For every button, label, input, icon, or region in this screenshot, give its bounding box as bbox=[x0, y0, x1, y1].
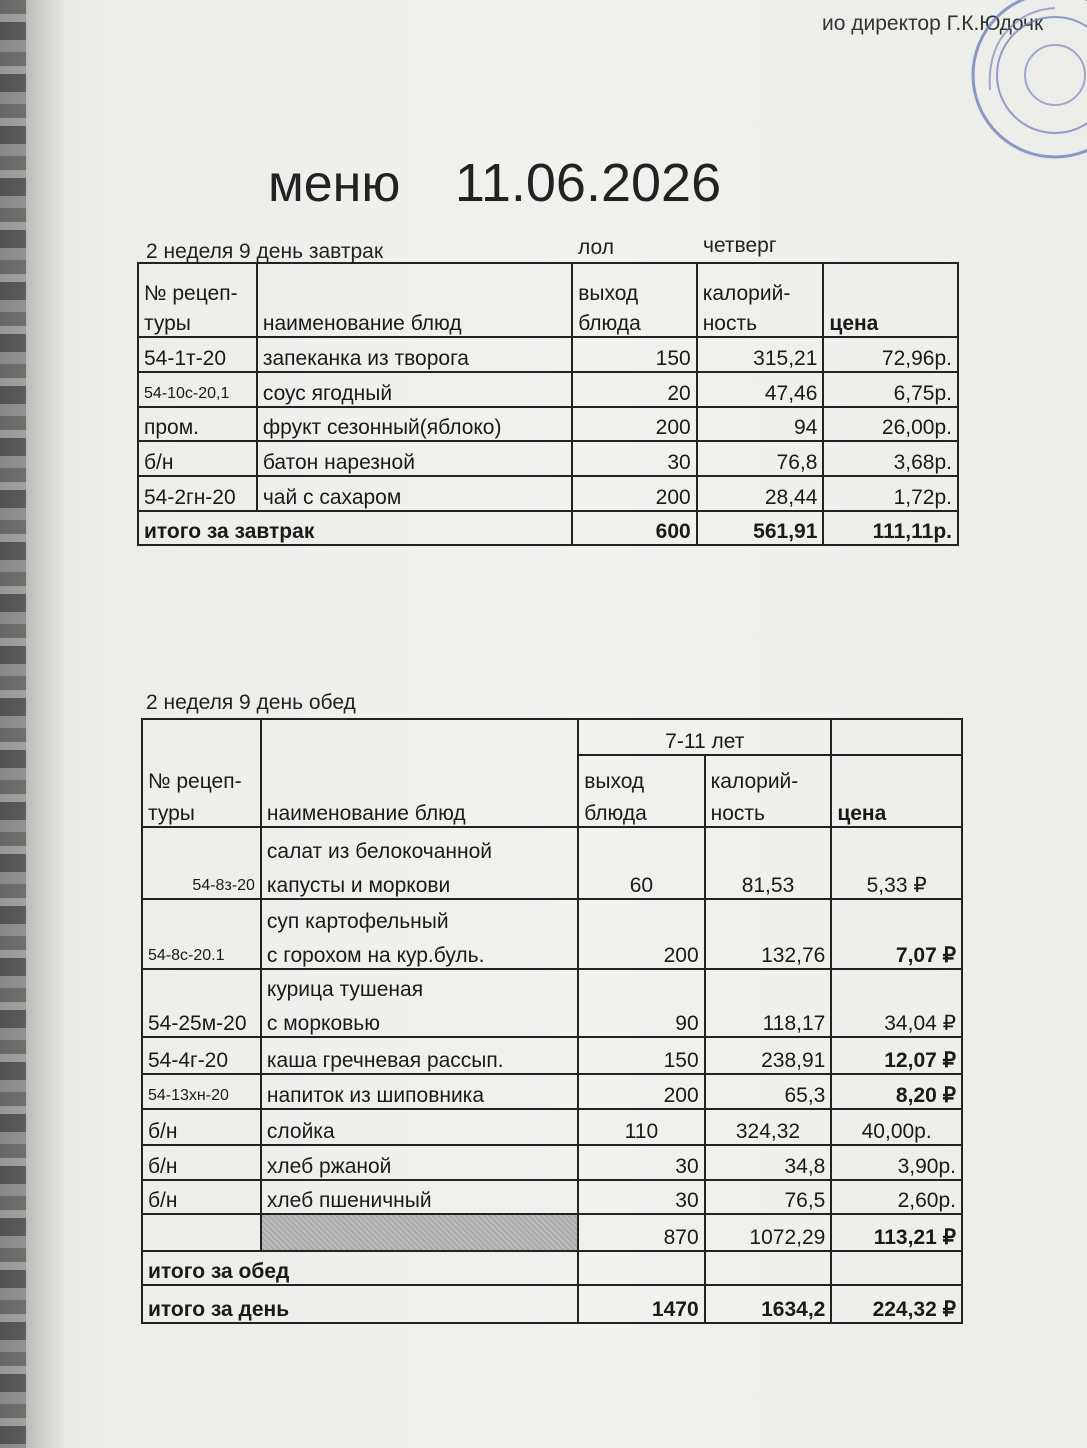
subtotal-calories: 1072,29 bbox=[705, 1214, 832, 1251]
dish-name: слойка bbox=[261, 1109, 578, 1145]
breakfast-table bbox=[137, 262, 959, 546]
total-lunch-output bbox=[578, 1251, 704, 1285]
dish-name-line2: с горохом на кур.буль. bbox=[266, 944, 485, 967]
director-signature-line: ио директор Г.К.Юдочк bbox=[822, 12, 1044, 35]
dish-output: 60 bbox=[578, 827, 704, 899]
dish-output: 20 bbox=[572, 372, 696, 407]
header-empty-cell bbox=[831, 719, 962, 755]
table-row bbox=[138, 372, 958, 407]
recipe-code: 54-13хн-20 bbox=[142, 1074, 261, 1109]
lunch-table bbox=[141, 718, 963, 1324]
dish-name: чай с сахаром bbox=[257, 476, 572, 511]
dish-calories: 238,91 bbox=[705, 1037, 832, 1074]
recipe-code: пром. bbox=[138, 407, 257, 441]
dish-name: запеканка из творога bbox=[257, 337, 572, 372]
header-calories-line2: ность bbox=[710, 802, 765, 825]
dish-output: 110 bbox=[578, 1109, 704, 1145]
dish-name: фрукт сезонный(яблоко) bbox=[257, 407, 572, 441]
dish-name bbox=[261, 969, 578, 1037]
header-calories bbox=[705, 755, 832, 827]
menu-title bbox=[268, 152, 721, 214]
dish-price: 1,72р. bbox=[823, 476, 958, 511]
dish-calories: 76,8 bbox=[697, 441, 824, 476]
dish-name: хлеб ржаной bbox=[261, 1145, 578, 1180]
table-row bbox=[138, 476, 958, 511]
dish-price: 3,90р. bbox=[831, 1145, 962, 1180]
header-calories-line1: калорий- bbox=[710, 770, 799, 793]
header-output-line1: выход bbox=[578, 282, 639, 305]
dish-name: каша гречневая рассып. bbox=[261, 1037, 578, 1074]
dish-price: 8,20 ₽ bbox=[831, 1074, 962, 1109]
dish-output: 200 bbox=[572, 476, 696, 511]
header-dish-name: наименование блюд bbox=[257, 263, 572, 337]
lunch-total-row bbox=[142, 1251, 962, 1285]
header-recipe-line1: № рецеп- bbox=[148, 770, 242, 793]
table-row bbox=[142, 1180, 962, 1214]
table-row bbox=[142, 827, 962, 899]
dish-calories: 76,5 bbox=[705, 1180, 832, 1214]
school-stamp-seal bbox=[960, 0, 1087, 160]
dish-price: 72,96р. bbox=[823, 337, 958, 372]
dish-name: хлеб пшеничный bbox=[261, 1180, 578, 1214]
table-row bbox=[142, 1109, 962, 1145]
scanner-edge bbox=[0, 0, 26, 1448]
dish-output: 30 bbox=[578, 1145, 704, 1180]
recipe-code: б/н bbox=[142, 1180, 261, 1214]
recipe-code: 54-4г-20 bbox=[142, 1037, 261, 1074]
breakfast-weekday: четверг bbox=[703, 234, 777, 257]
dish-calories: 94 bbox=[697, 407, 824, 441]
recipe-code: б/н bbox=[142, 1145, 261, 1180]
header-output-line1: выход bbox=[584, 770, 645, 793]
header-dish-name: наименование блюд bbox=[261, 719, 578, 827]
dish-name: батон нарезной bbox=[257, 441, 572, 476]
subtotal-output: 870 bbox=[578, 1214, 704, 1251]
dish-price: 12,07 ₽ bbox=[831, 1037, 962, 1074]
header-recipe-line2: туры bbox=[148, 802, 195, 825]
dish-output: 200 bbox=[578, 1074, 704, 1109]
title-word: меню bbox=[268, 155, 401, 213]
dish-price: 3,68р. bbox=[823, 441, 958, 476]
dish-price: 34,04 ₽ bbox=[831, 969, 962, 1037]
dish-output: 200 bbox=[578, 899, 704, 969]
table-row bbox=[142, 1037, 962, 1074]
total-calories: 561,91 bbox=[697, 511, 824, 545]
dish-name-line1: салат из белокочанной bbox=[266, 840, 493, 863]
total-label: итого за завтрак bbox=[138, 511, 572, 545]
day-total-row bbox=[142, 1285, 962, 1323]
header-output bbox=[572, 263, 696, 337]
title-date: 11.06.2026 bbox=[454, 153, 722, 213]
dish-name-line2: капусты и моркови bbox=[266, 874, 451, 897]
dish-name-line1: суп картофельный bbox=[266, 910, 449, 933]
dish-name: соус ягодный bbox=[257, 372, 572, 407]
dish-calories: 47,46 bbox=[697, 372, 824, 407]
header-calories-line1: калорий- bbox=[702, 282, 791, 305]
subtotal-empty-cell bbox=[142, 1214, 261, 1251]
dish-price: 2,60р. bbox=[831, 1180, 962, 1214]
dish-calories: 324,32 bbox=[705, 1109, 832, 1145]
dish-price: 7,07 ₽ bbox=[831, 899, 962, 969]
dish-price: 26,00р. bbox=[823, 407, 958, 441]
subtotal-price: 113,21 ₽ bbox=[831, 1214, 962, 1251]
header-recipe bbox=[142, 719, 261, 827]
total-day-label: итого за день bbox=[142, 1285, 578, 1323]
page-shadow bbox=[26, 0, 66, 1448]
recipe-code: б/н bbox=[138, 441, 257, 476]
dish-output: 30 bbox=[572, 441, 696, 476]
dish-name-line2: с морковью bbox=[266, 1012, 380, 1035]
recipe-code: 54-1т-20 bbox=[138, 337, 257, 372]
header-calories-line2: ность bbox=[702, 312, 758, 335]
dish-calories: 315,21 bbox=[697, 337, 824, 372]
table-row bbox=[138, 441, 958, 476]
breakfast-total-row bbox=[138, 511, 958, 545]
dish-calories: 65,3 bbox=[705, 1074, 832, 1109]
header-recipe-line2: туры bbox=[144, 312, 191, 335]
header-output bbox=[578, 755, 704, 827]
total-day-output: 1470 bbox=[578, 1285, 704, 1323]
dish-price: 6,75р. bbox=[823, 372, 958, 407]
table-row bbox=[142, 899, 962, 969]
dish-output: 150 bbox=[578, 1037, 704, 1074]
table-row bbox=[142, 969, 962, 1037]
header-calories bbox=[697, 263, 824, 337]
dish-output: 90 bbox=[578, 969, 704, 1037]
dish-calories: 132,76 bbox=[705, 899, 832, 969]
header-output-line2: блюда bbox=[584, 802, 647, 825]
dish-name bbox=[261, 899, 578, 969]
subtotal-shaded-cell bbox=[261, 1214, 578, 1251]
header-output-line2: блюда bbox=[578, 312, 641, 335]
dish-price: 5,33 ₽ bbox=[831, 827, 962, 899]
table-row bbox=[138, 407, 958, 441]
dish-price: 40,00р. bbox=[831, 1109, 962, 1145]
total-lunch-label: итого за обед bbox=[142, 1251, 578, 1285]
recipe-code: 54-10с-20,1 bbox=[138, 372, 257, 407]
total-output: 600 bbox=[572, 511, 696, 545]
dish-calories: 34,8 bbox=[705, 1145, 832, 1180]
total-day-price: 224,32 ₽ bbox=[831, 1285, 962, 1323]
dish-output: 30 bbox=[578, 1180, 704, 1214]
header-recipe bbox=[138, 263, 257, 337]
breakfast-age: лол bbox=[578, 236, 614, 259]
header-age-group: 7-11 лет bbox=[578, 719, 831, 755]
total-day-calories: 1634,2 bbox=[705, 1285, 832, 1323]
header-price: цена bbox=[823, 263, 958, 337]
dish-calories: 81,53 bbox=[705, 827, 832, 899]
dish-output: 150 bbox=[572, 337, 696, 372]
dish-name bbox=[261, 827, 578, 899]
dish-calories: 118,17 bbox=[705, 969, 832, 1037]
total-price: 111,11р. bbox=[823, 511, 958, 545]
recipe-code: 54-25м-20 bbox=[142, 969, 261, 1037]
table-row bbox=[142, 1145, 962, 1180]
lunch-caption: 2 неделя 9 день обед bbox=[146, 691, 356, 714]
header-price: цена bbox=[831, 755, 962, 827]
header-recipe-line1: № рецеп- bbox=[144, 282, 238, 305]
recipe-code: 54-2гн-20 bbox=[138, 476, 257, 511]
recipe-code: б/н bbox=[142, 1109, 261, 1145]
lunch-header-row bbox=[142, 719, 962, 755]
dish-name: напиток из шиповника bbox=[261, 1074, 578, 1109]
lunch-subtotal-row bbox=[142, 1214, 962, 1251]
dish-name-line1: курица тушеная bbox=[266, 978, 424, 1001]
total-lunch-calories bbox=[705, 1251, 832, 1285]
recipe-code: 54-8с-20.1 bbox=[142, 899, 261, 969]
breakfast-caption: 2 неделя 9 день завтрак bbox=[146, 240, 384, 263]
breakfast-header-row bbox=[138, 263, 958, 337]
table-row bbox=[142, 1074, 962, 1109]
table-row bbox=[138, 337, 958, 372]
dish-output: 200 bbox=[572, 407, 696, 441]
dish-calories: 28,44 bbox=[697, 476, 824, 511]
total-lunch-price bbox=[831, 1251, 962, 1285]
recipe-code: 54-8з-20 bbox=[142, 827, 261, 899]
